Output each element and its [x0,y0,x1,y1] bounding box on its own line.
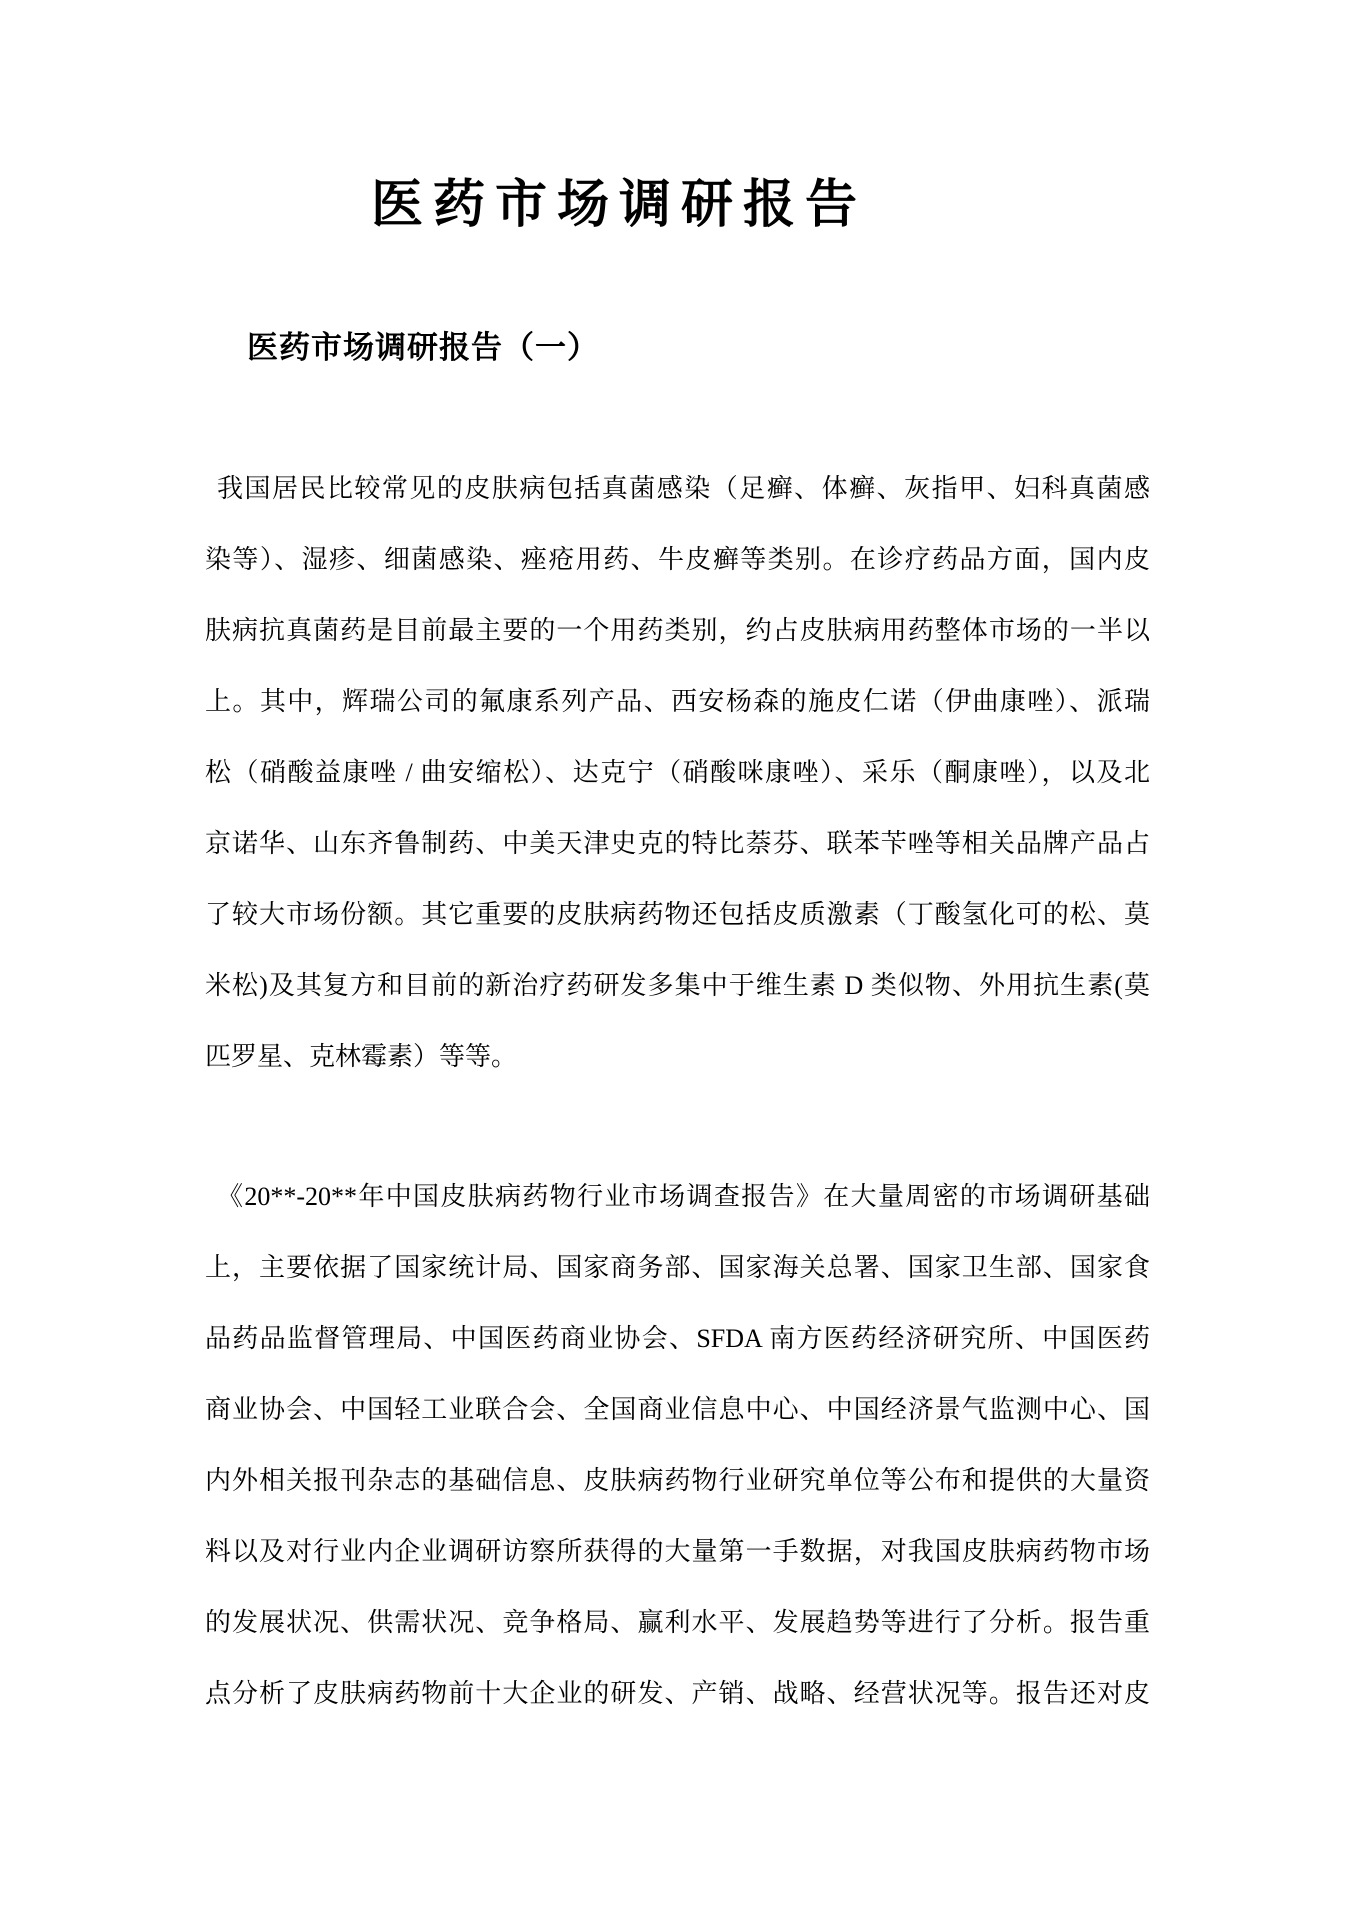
paragraph-2-line: 点分析了皮肤病药物前十大企业的研发、产销、战略、经营状况等。报告还对皮 [205,1679,1150,1708]
paragraph-1-line: 了较大市场份额。其它重要的皮肤病药物还包括皮质激素（丁酸氢化可的松、莫 [205,900,1150,929]
paragraph-2-line: 商业协会、中国轻工业联合会、全国商业信息中心、中国经济景气监测中心、国 [205,1395,1150,1424]
paragraph-1-line: 匹罗星、克林霉素）等等。 [205,1042,518,1071]
section-heading: 医药市场调研报告（一） [247,330,599,365]
paragraph-1-line: 染等）、湿疹、细菌感染、痤疮用药、牛皮癣等类别。在诊疗药品方面，国内皮 [205,545,1150,574]
paragraph-2-line: 品药品监督管理局、中国医药商业协会、SFDA 南方医药经济研究所、中国医药 [205,1324,1150,1353]
paragraph-2 [205,1161,1150,1729]
paragraph-1-line: 京诺华、山东齐鲁制药、中美天津史克的特比萘芬、联苯苄唑等相关品牌产品占 [205,829,1150,858]
paragraph-1 [205,453,1150,1092]
paragraph-2-line: 上，主要依据了国家统计局、国家商务部、国家海关总署、国家卫生部、国家食 [205,1253,1150,1282]
paragraph-2-line: 《20**-20**年中国皮肤病药物行业市场调查报告》在大量周密的市场调研基础 [217,1182,1150,1211]
paragraph-1-line: 上。其中，辉瑞公司的氟康系列产品、西安杨森的施皮仁诺（伊曲康唑）、派瑞 [205,687,1150,716]
paragraph-2-line: 料以及对行业内企业调研访察所获得的大量第一手数据，对我国皮肤病药物市场 [205,1537,1150,1566]
paragraph-2-line: 内外相关报刊杂志的基础信息、皮肤病药物行业研究单位等公布和提供的大量资 [205,1466,1150,1495]
paragraph-1-line: 我国居民比较常见的皮肤病包括真菌感染（足癣、体癣、灰指甲、妇科真菌感 [217,474,1150,503]
paragraph-1-line: 米松)及其复方和目前的新治疗药研发多集中于维生素 D 类似物、外用抗生素(莫 [205,971,1150,1000]
paragraph-1-line: 松（硝酸益康唑 / 曲安缩松）、达克宁（硝酸咪康唑）、采乐（酮康唑），以及北 [205,758,1150,787]
paragraph-2-line: 的发展状况、供需状况、竞争格局、赢利水平、发展趋势等进行了分析。报告重 [205,1608,1150,1637]
document-title: 医药市场调研报告 [370,177,867,234]
paragraph-1-line: 肤病抗真菌药是目前最主要的一个用药类别，约占皮肤病用药整体市场的一半以 [205,616,1150,645]
